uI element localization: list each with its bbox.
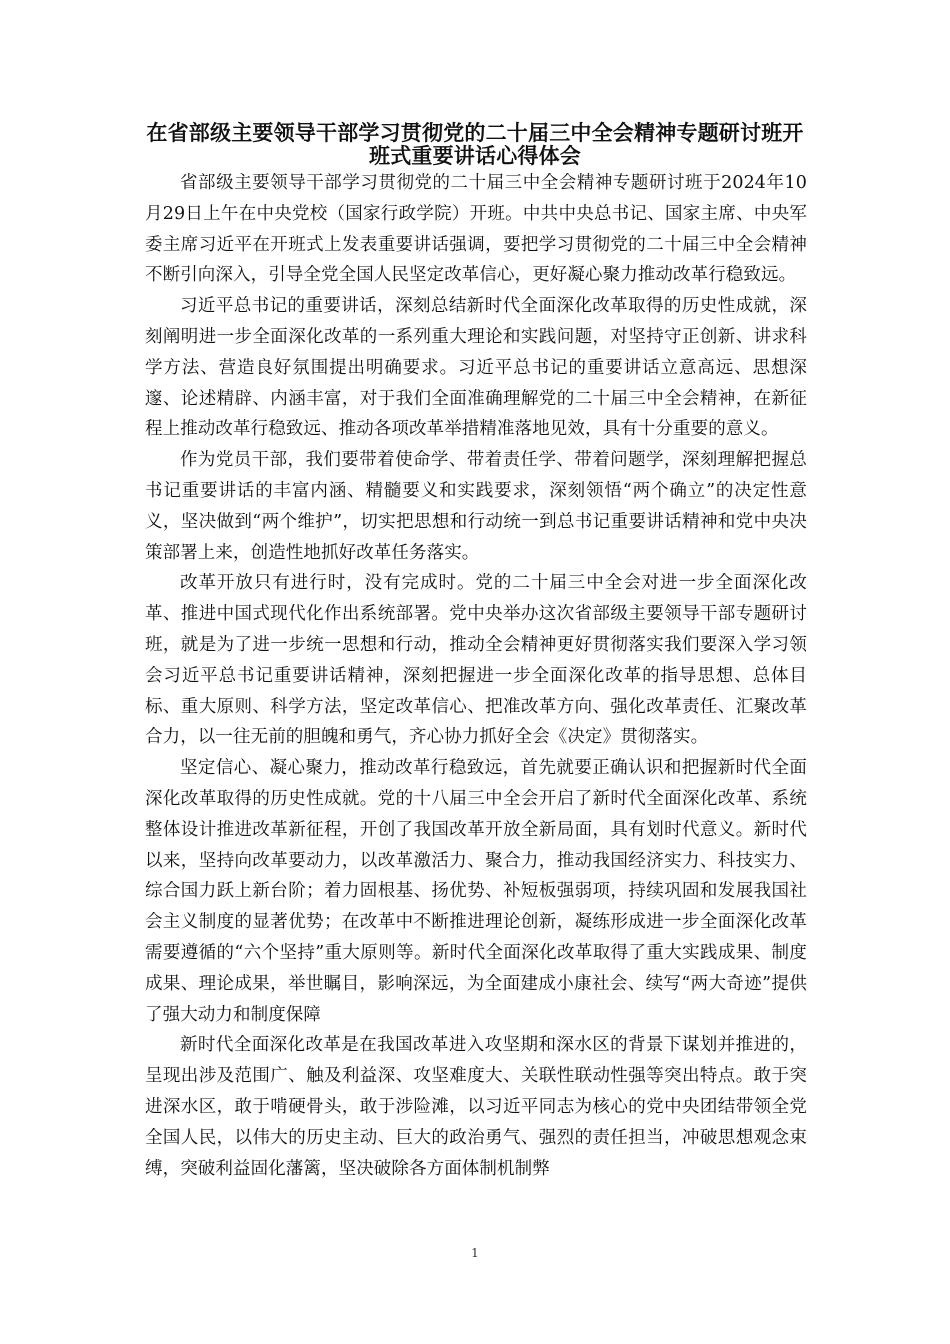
paragraph: 新时代全面深化改革是在我国改革进入攻坚期和深水区的背景下谋划并推进的，呈现出涉及范围广、触及利益深、攻坚难度大、关联性联动性强等突出特点。敢于突进深水区，敢于啃硬骨头，敢于涉险滩，以习近平同志为核心的党中央团结带领全党全国人民，以伟大的历史主动、巨大的政治勇气、强烈的责任担当，冲破思想观念束缚，突破利益固化藩篱，坚决破除各方面体制机制弊 — [145, 1035, 807, 1179]
document-body — [145, 168, 807, 1184]
document-title: 在省部级主要领导干部学习贯彻党的二十届三中全会精神专题研讨班开班式重要讲话心得体会 — [146, 121, 804, 168]
paragraph: 省部级主要领导干部学习贯彻党的二十届三中全会精神专题研讨班于2024年10月29日上午在中央党校（国家行政学院）开班。中共中央总书记、国家主席、中央军委主席习近平在开班式上发表重要讲话强调，要把学习贯彻党的二十届三中全会精神不断引向深入，引导全党全国人民坚定改革信心，更好凝心聚力推动改革行稳致远。 — [145, 173, 807, 286]
paragraph: 改革开放只有进行时，没有完成时。党的二十届三中全会对进一步全面深化改革、推进中国式现代化作出系统部署。党中央举办这次省部级主要领导干部专题研讨班，就是为了进一步统一思想和行动，推动全会精神更好贯彻落实我们要深入学习领会习近平总书记重要讲话精神，深刻把握进一步全面深化改革的指导思想、总体目标、重大原则、科学方法，坚定改革信心、把准改革方向、强化改革责任、汇聚改革合力，以一往无前的胆魄和勇气，齐心协力抓好全会《决定》贯彻落实。 — [145, 573, 807, 748]
page-number: 1 — [471, 1246, 479, 1260]
paragraph: 作为党员干部，我们要带着使命学、带着责任学、带着问题学，深刻理解把握总书记重要讲话的丰富内涵、精髓要义和实践要求，深刻领悟“两个确立”的决定性意义，坚决做到“两个维护”，切实把思想和行动统一到总书记重要讲话精神和党中央决策部署上来，创造性地抓好改革任务落实。 — [145, 450, 807, 563]
paragraph: 习近平总书记的重要讲话，深刻总结新时代全面深化改革取得的历史性成就，深刻阐明进一步全面深化改革的一系列重大理论和实践问题，对坚持守正创新、讲求科学方法、营造良好氛围提出明确要求。习近平总书记的重要讲话立意高远、思想深邃、论述精辟、内涵丰富，对于我们全面准确理解党的二十届三中全会精神，在新征程上推动改革行稳致远、推动各项改革举措精准落地见效，具有十分重要的意义。 — [145, 296, 807, 440]
paragraph: 坚定信心、凝心聚力，推动改革行稳致远，首先就要正确认识和把握新时代全面深化改革取得的历史性成就。党的十八届三中全会开启了新时代全面深化改革、系统整体设计推进改革新征程，开创了我国改革开放全新局面，具有划时代意义。新时代以来，坚持向改革要动力，以改革激活力、聚合力，推动我国经济实力、科技实力、综合国力跃上新台阶；着力固根基、扬优势、补短板强弱项，持续巩固和发展我国社会主义制度的显著优势；在改革中不断推进理论创新，凝练形成进一步全面深化改革需要遵循的“六个坚持”重大原则等。新时代全面深化改革取得了重大实践成果、制度成果、理论成果，举世瞩目，影响深远，为全面建成小康社会、续写“两大奇迹”提供了强大动力和制度保障 — [145, 758, 807, 1025]
